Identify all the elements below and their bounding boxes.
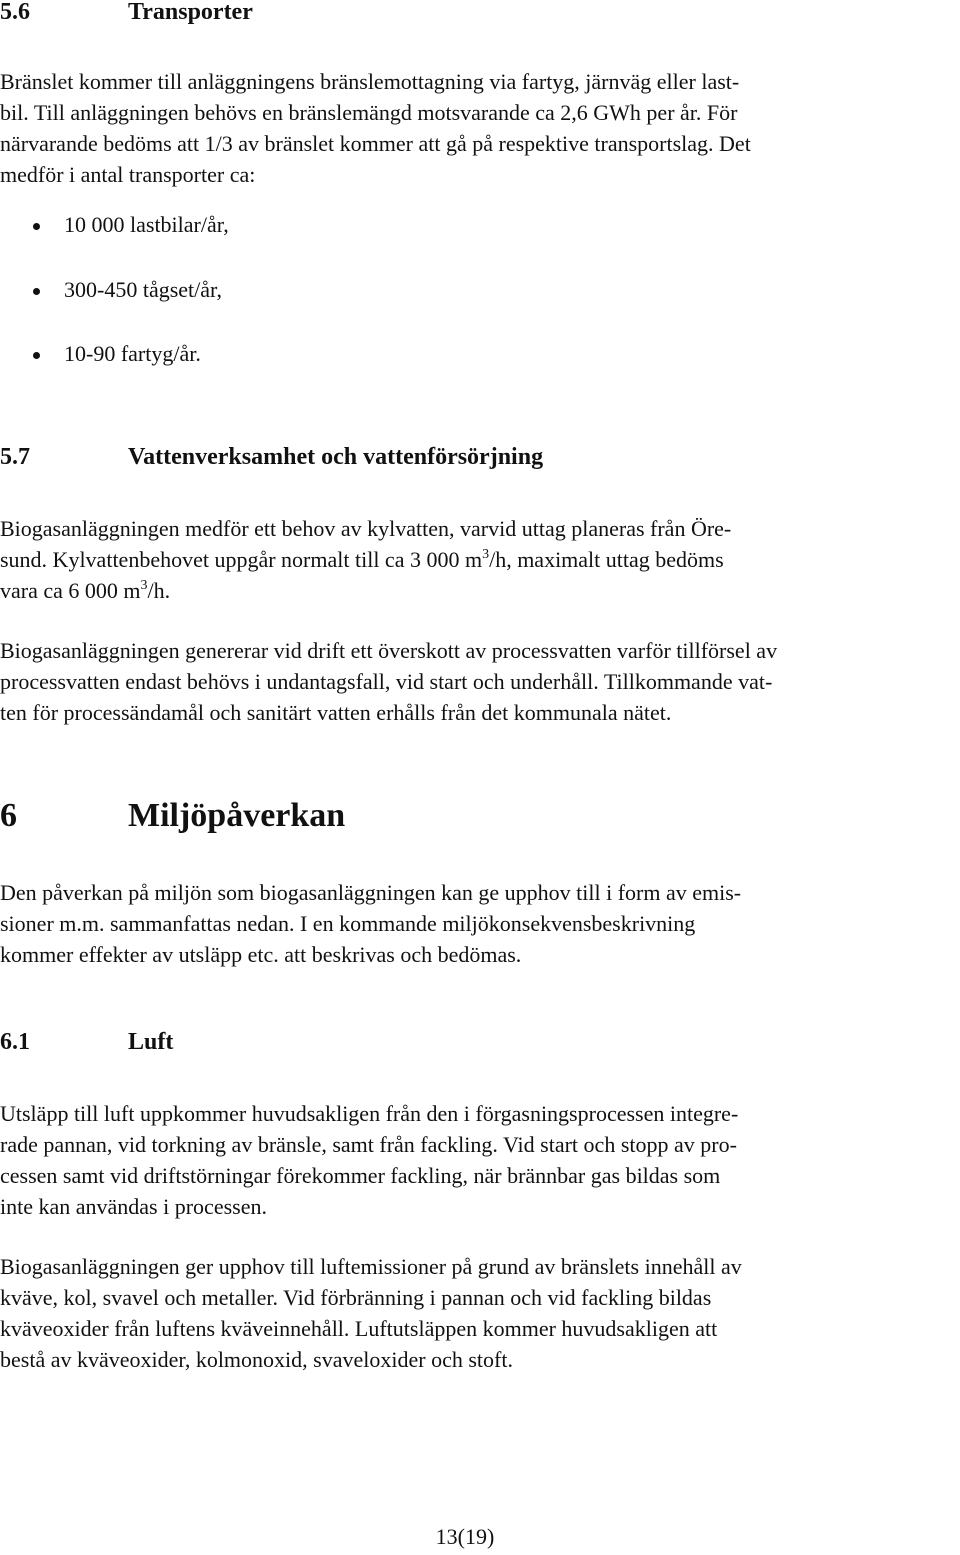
text-line: Biogasanläggningen medför ett behov av kylvatten, varvid uttag planeras från Öre-	[0, 516, 732, 541]
text-line: bil. Till anläggningen behövs en bränslemängd motsvarande ca 2,6 GWh per år. För	[0, 100, 738, 125]
heading-title: Vattenverksamhet och vattenförsörjning	[128, 444, 544, 470]
paragraph-luftemissioner	[0, 1251, 935, 1375]
text-line: Biogasanläggningen genererar vid drift ett överskott av processvatten varför tillförsel av	[0, 638, 778, 663]
text-line: ten för processändamål och sanitärt vatten erhålls från det kommunala nätet.	[0, 700, 672, 725]
text-line: processvatten endast behövs i undantagsfall, vid start och underhåll. Tillkommande vat-	[0, 669, 773, 694]
text-segment: /h.	[147, 578, 171, 603]
text-line: sioner m.m. sammanfattas nedan. I en kommande miljökonsekvensbeskrivning	[0, 911, 696, 936]
text-line: Biogasanläggningen ger upphov till luftemissioner på grund av bränslets innehåll av	[0, 1254, 742, 1279]
paragraph-processvatten	[0, 635, 935, 728]
text-line	[0, 544, 935, 575]
text-line	[0, 575, 935, 606]
text-segment: sund. Kylvattenbehovet uppgår normalt till ca 3 000 m	[0, 547, 483, 572]
heading-title: Transporter	[128, 0, 253, 25]
heading-6	[0, 796, 345, 836]
heading-number: 6.1	[0, 1029, 30, 1055]
text-line: Utsläpp till luft uppkommer huvudsakligen från den i förgasningsprocessen integre-	[0, 1101, 739, 1126]
text-line: kväve, kol, svavel och metaller. Vid förbränning i pannan och vid fackling bildas	[0, 1285, 712, 1310]
heading-number: 5.6	[0, 0, 30, 25]
text-line: rade pannan, vid torkning av bränsle, samt från fackling. Vid start och stopp av pro-	[0, 1132, 737, 1157]
text-line: bestå av kväveoxider, kolmonoxid, svaveloxider och stoft.	[0, 1347, 513, 1372]
heading-number: 5.7	[0, 444, 30, 470]
superscript: 3	[482, 546, 490, 562]
heading-number: 6	[0, 797, 17, 834]
list-item-text: 10-90 fartyg/år.	[64, 341, 201, 366]
list-item-text: 10 000 lastbilar/år,	[64, 212, 229, 237]
paragraph-utslapp	[0, 1098, 935, 1222]
page-number: 13(19)	[435, 1524, 495, 1549]
text-line: kväveoxider från luftens kväveinnehåll. Luftutsläppen kommer huvudsakligen att	[0, 1316, 718, 1341]
bullet-icon	[33, 288, 40, 295]
superscript: 3	[140, 577, 148, 593]
paragraph-transporter	[0, 66, 935, 190]
text-line: cessen samt vid driftstörningar förekommer fackling, när brännbar gas bildas som	[0, 1163, 721, 1188]
text-segment: /h, maximalt uttag bedöms	[489, 547, 724, 572]
heading-6-1	[0, 1027, 173, 1057]
list-item-text: 300-450 tågset/år,	[64, 277, 222, 302]
paragraph-miljopaverkan	[0, 877, 935, 970]
heading-5-6	[0, 0, 253, 27]
bullet-icon	[33, 352, 40, 359]
text-line: Bränslet kommer till anläggningens bränslemottagning via fartyg, järnväg eller last-	[0, 69, 740, 94]
paragraph-kylvatten	[0, 513, 935, 606]
text-segment: vara ca 6 000 m	[0, 578, 141, 603]
text-line: kommer effekter av utsläpp etc. att beskrivas och bedömas.	[0, 942, 522, 967]
text-line: närvarande bedöms att 1/3 av bränslet kommer att gå på respektive transportslag. Det	[0, 131, 751, 156]
text-line: Den påverkan på miljön som biogasanläggningen kan ge upphov till i form av emis-	[0, 880, 742, 905]
text-line: medför i antal transporter ca:	[0, 162, 256, 187]
heading-title: Luft	[128, 1029, 174, 1055]
bullet-icon	[33, 223, 40, 230]
heading-5-7	[0, 442, 543, 472]
heading-title: Miljöpåverkan	[128, 797, 346, 834]
text-line: inte kan användas i processen.	[0, 1194, 267, 1219]
